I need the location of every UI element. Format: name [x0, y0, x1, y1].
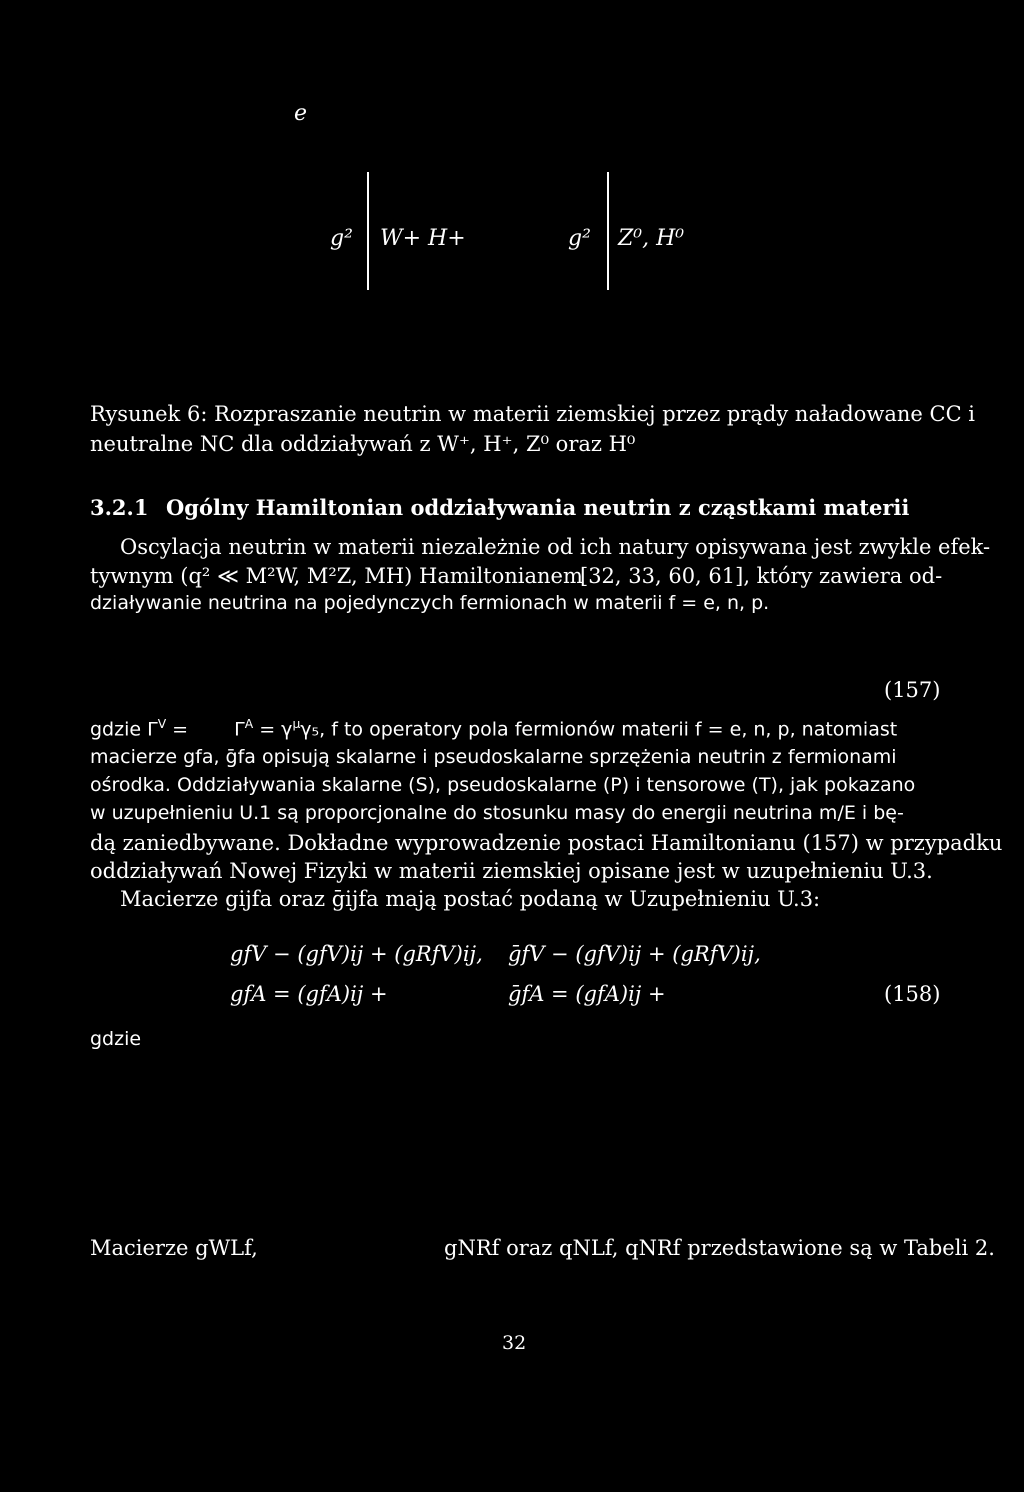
section-number: 3.2.1: [90, 495, 149, 520]
paragraph-1-line-3: działywanie neutrina na pojedynczych fermionach w materii f = e, n, p.: [90, 592, 770, 614]
paragraph-2-line-5: dą zaniedbywane. Dokładne wyprowadzenie postaci Hamiltonianu (157) w przypadku: [90, 831, 1003, 855]
paragraph-2-line-1: gdzie $\Gamma^V = \Gamma^A = \gamma^\mu\gamma_5$, f to operatory pola fermionów materii f = e, n, p, natomiast: [90, 717, 898, 741]
gdzie-word: gdzie: [90, 1028, 142, 1050]
figure-left-bosons: W+ H+: [380, 226, 466, 251]
figure-left-propagator-line: [367, 172, 369, 290]
equation-158-row-1-right: ḡfV − (gfV)ij + (gRfV)ij,: [508, 942, 761, 966]
equation-158-row-2-left: gfA = (gfA)ij +: [230, 982, 388, 1006]
equation-158-row-1-left: gfV − (gfV)ij + (gRfV)ij,: [230, 942, 483, 966]
figure-caption-line-1: Rysunek 6: Rozpraszanie neutrin w materii ziemskiej przez prądy naładowane CC i: [90, 402, 976, 426]
figure-right-bosons: Z⁰, H⁰: [618, 226, 685, 251]
paragraph-1-line-2a: tywnym (q² ≪ M²W, M²Z, MH) Hamiltonianem: [90, 564, 583, 588]
paragraph-1-line-2b: [32, 33, 60, 61], który zawiera od-: [580, 564, 943, 588]
figure-right-coupling: g²: [568, 226, 591, 251]
figure-top-label: e: [294, 101, 308, 126]
paragraph-2-line-6: oddziaływań Nowej Fizyki w materii ziemskiej opisane jest w uzupełnieniu U.3.: [90, 859, 933, 883]
paragraph-1-line-1: Oscylacja neutrin w materii niezależnie od ich natury opisywana jest zwykle efek-: [120, 535, 991, 559]
page-number: 32: [502, 1332, 527, 1354]
equation-157-number: (157): [884, 678, 941, 702]
figure-left-coupling: g²: [330, 226, 353, 251]
final-line-left: Macierze gWLf,: [90, 1236, 258, 1260]
final-line-right: gNRf oraz qNLf, qNRf przedstawione są w Tabeli 2.: [444, 1236, 995, 1260]
equation-158-number: (158): [884, 982, 941, 1006]
equation-158-row-2-right: ḡfA = (gfA)ij +: [508, 982, 666, 1006]
figure-right-propagator-line: [607, 172, 609, 290]
paragraph-2-line-2: macierze gfa, ḡfa opisują skalarne i pseudoskalarne sprzężenia neutrin z fermionami: [90, 746, 897, 768]
section-title: Ogólny Hamiltonian oddziaływania neutrin z cząstkami materii: [166, 495, 910, 520]
paragraph-2-line-3: ośrodka. Oddziaływania skalarne (S), pseudoskalarne (P) i tensorowe (T), jak pokazano: [90, 774, 916, 796]
figure-caption-line-2: neutralne NC dla oddziaływań z W⁺, H⁺, Z⁰ oraz H⁰: [90, 432, 636, 456]
paragraph-2-line-4: w uzupełnieniu U.1 są proporcjonalne do stosunku masy do energii neutrina m/E i bę-: [90, 802, 904, 824]
paragraph-2-line-7: Macierze gijfa oraz ḡijfa mają postać podaną w Uzupełnieniu U.3:: [120, 887, 821, 911]
